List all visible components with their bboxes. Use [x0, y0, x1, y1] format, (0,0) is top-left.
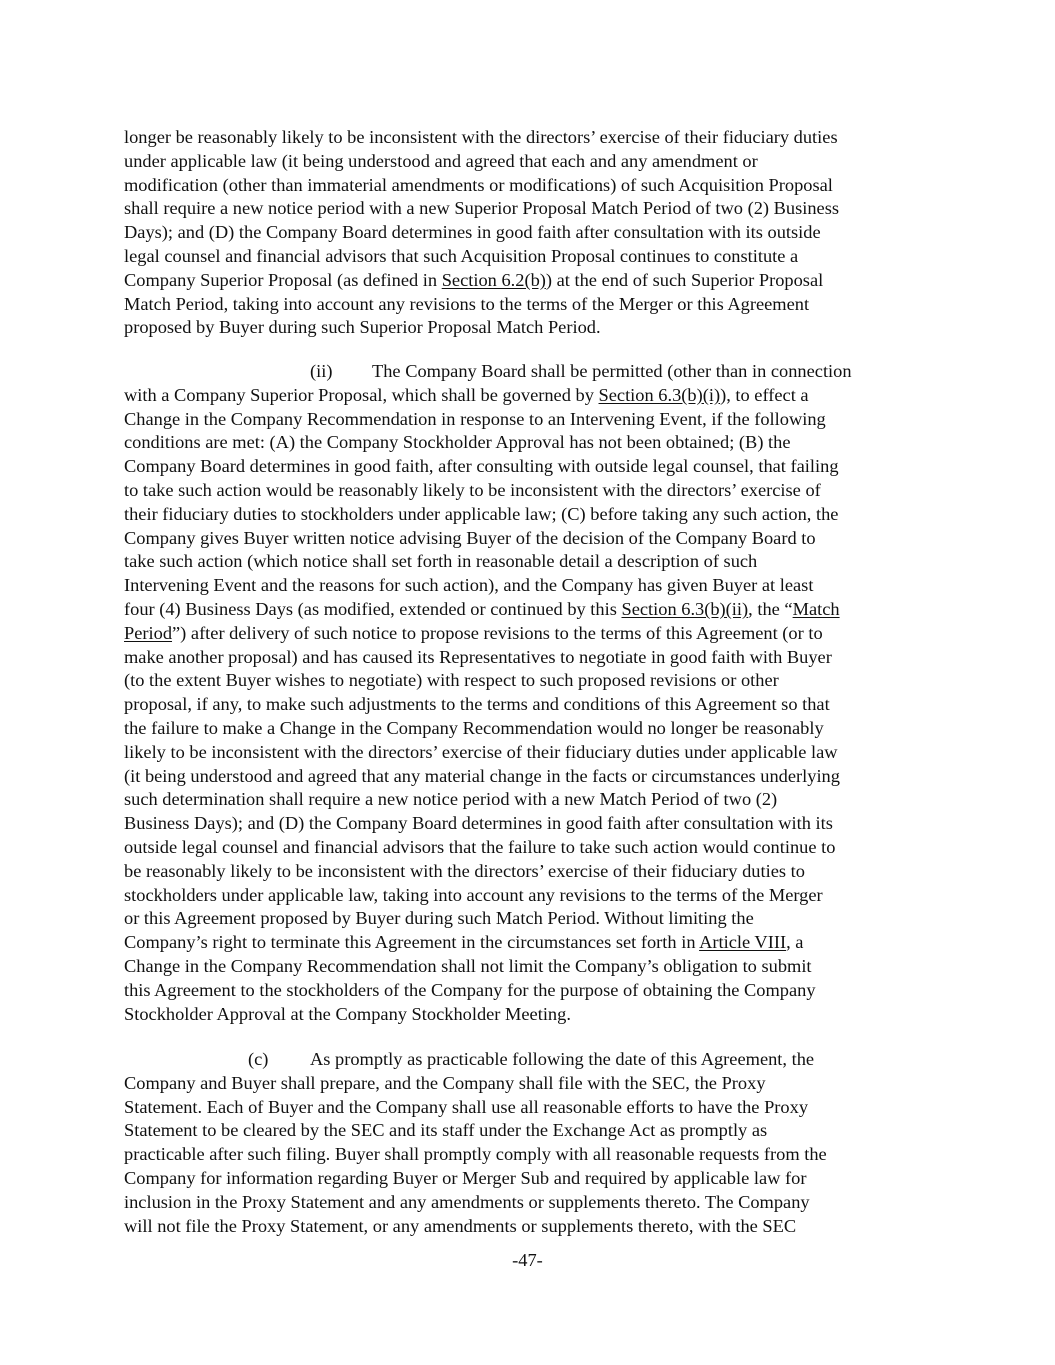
text-line: Intervening Event and the reasons for such action), and the Company has given Buyer at least — [124, 575, 814, 596]
text-line: make another proposal) and has caused its Representatives to negotiate in good faith with Buyer — [124, 646, 832, 667]
text-segment: ), to effect a — [720, 384, 809, 405]
defined-term: Period — [124, 622, 173, 643]
text-line: Stockholder Approval at the Company Stockholder Meeting. — [124, 1003, 571, 1024]
text-line: conditions are met: (A) the Company Stockholder Approval has not been obtained; (B) the — [124, 432, 791, 453]
article-reference: Article VIII — [699, 932, 787, 953]
text-line — [124, 931, 954, 955]
text-segment: ”) after delivery of such notice to propose revisions to the terms of this Agreement (or to — [172, 622, 823, 643]
text-line: legal counsel and financial advisors that such Acquisition Proposal continues to constitute a — [124, 245, 799, 266]
text-line: such determination shall require a new notice period with a new Match Period of two (2) — [124, 789, 778, 810]
text-line — [124, 360, 954, 384]
text-line: their fiduciary duties to stockholders under applicable law; (C) before taking any such action, the — [124, 503, 839, 524]
text-line: shall require a new notice period with a new Superior Proposal Match Period of two (2) Business — [124, 198, 840, 219]
text-segment: Company Superior Proposal (as defined in — [124, 269, 442, 290]
text-segment: The Company Board shall be permitted (other than in connection — [372, 361, 852, 381]
text-line: inclusion in the Proxy Statement and any amendments or supplements thereto. The Company — [124, 1191, 810, 1212]
text-line: the failure to make a Change in the Company Recommendation would no longer be reasonably — [124, 717, 824, 738]
text-line: Match Period, taking into account any revisions to the terms of the Merger or this Agreement — [124, 293, 810, 314]
text-segment: As promptly as practicable following the date of this Agreement, the — [310, 1049, 815, 1069]
text-line: Change in the Company Recommendation shall not limit the Company’s obligation to submit — [124, 955, 812, 976]
text-line: Company Board determines in good faith, after consulting with outside legal counsel, that failing — [124, 456, 839, 477]
text-line — [124, 384, 954, 408]
defined-term: Match — [792, 598, 840, 619]
text-segment: with a Company Superior Proposal, which shall be governed by — [124, 384, 599, 405]
section-reference: Section 6.3(b)(ii) — [621, 598, 749, 619]
text-line: stockholders under applicable law, taking into account any revisions to the terms of the Merger — [124, 884, 823, 905]
section-reference: Section 6.2(b) — [441, 269, 546, 290]
text-line: Statement to be cleared by the SEC and its staff under the Exchange Act as promptly as — [124, 1120, 768, 1141]
text-line: Company for information regarding Buyer or Merger Sub and required by applicable law for — [124, 1167, 807, 1188]
paragraph-marker: (ii) — [310, 361, 333, 381]
text-line: practicable after such filing. Buyer shall promptly comply with all reasonable requests from the — [124, 1144, 827, 1165]
text-line: Company and Buyer shall prepare, and the Company shall file with the SEC, the Proxy — [124, 1072, 766, 1093]
text-line: Company gives Buyer written notice advising Buyer of the decision of the Company Board to — [124, 527, 816, 548]
text-line: (to the extent Buyer wishes to negotiate) with respect to such proposed revisions or other — [124, 670, 779, 691]
text-line: modification (other than immaterial amendments or modifications) of such Acquisition Proposal — [124, 174, 833, 195]
text-line: take such action (which notice shall set forth in reasonable detail a description of such — [124, 551, 758, 572]
text-line: under applicable law (it being understood and agreed that each and any amendment or — [124, 150, 758, 171]
text-segment: , the “ — [748, 598, 793, 619]
paragraph-c — [124, 1048, 954, 1238]
text-segment: ) at the end of such Superior Proposal — [545, 269, 824, 290]
text-line: longer be reasonably likely to be inconsistent with the directors’ exercise of their fiduciary duties — [124, 127, 838, 147]
text-line: this Agreement to the stockholders of the Company for the purpose of obtaining the Company — [124, 979, 816, 1000]
text-line: proposed by Buyer during such Superior Proposal Match Period. — [124, 317, 601, 338]
paragraph-continuation — [124, 126, 954, 340]
text-segment: , a — [786, 932, 804, 953]
text-line: to take such action would be reasonably likely to be inconsistent with the directors’ exercise of — [124, 479, 821, 500]
text-line — [124, 598, 954, 622]
text-line — [124, 622, 954, 646]
text-line: be reasonably likely to be inconsistent with the directors’ exercise of their fiduciary duties to — [124, 860, 805, 881]
text-line: proposal, if any, to make such adjustments to the terms and conditions of this Agreement so that — [124, 694, 830, 715]
text-line: will not file the Proxy Statement, or any amendments or supplements thereto, with the SEC — [124, 1215, 797, 1236]
text-line: or this Agreement proposed by Buyer during such Match Period. Without limiting the — [124, 908, 754, 929]
text-line: Days); and (D) the Company Board determines in good faith after consultation with its outside — [124, 222, 821, 243]
text-line: likely to be inconsistent with the directors’ exercise of their fiduciary duties under applicable law — [124, 741, 838, 762]
text-line — [124, 1048, 954, 1072]
text-segment: four (4) Business Days (as modified, extended or continued by this — [124, 598, 622, 619]
text-line: Business Days); and (D) the Company Board determines in good faith after consultation with its — [124, 813, 833, 834]
text-segment: Company’s right to terminate this Agreement in the circumstances set forth in — [124, 932, 700, 953]
text-line — [124, 269, 954, 293]
page-number: -47- — [512, 1250, 543, 1270]
text-line: (it being understood and agreed that any material change in the facts or circumstances underlying — [124, 765, 840, 786]
paragraph-marker: (c) — [248, 1049, 269, 1069]
text-line: outside legal counsel and financial advisors that the failure to take such action would continue to — [124, 836, 836, 857]
text-line: Change in the Company Recommendation in response to an Intervening Event, if the following — [124, 408, 826, 429]
paragraph-ii — [124, 360, 954, 1026]
text-line: Statement. Each of Buyer and the Company shall use all reasonable efforts to have the Proxy — [124, 1096, 809, 1117]
section-reference: Section 6.3(b)(i) — [598, 384, 721, 405]
